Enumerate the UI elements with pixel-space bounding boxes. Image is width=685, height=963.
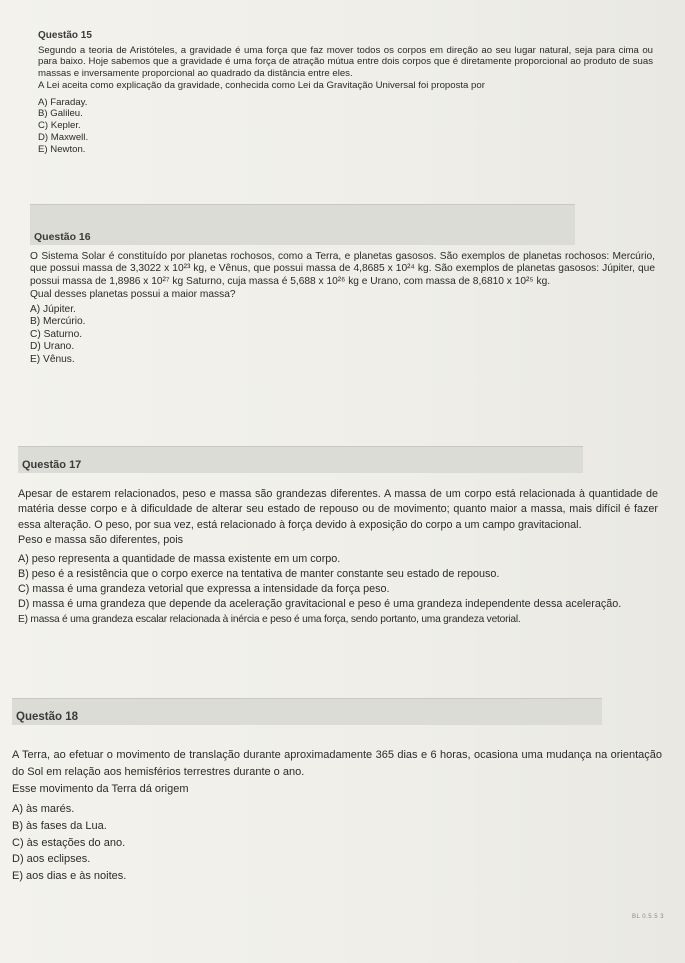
- question-18-prompt: Esse movimento da Terra dá origem: [12, 782, 189, 795]
- option-c[interactable]: C) às estações do ano.: [12, 836, 126, 849]
- option-d[interactable]: D) Maxwell.: [38, 132, 89, 144]
- question-16-text: O Sistema Solar é constituído por planetas rochosos, como a Terra, e planetas gasosos. São exemplos de planetas rochosos: Mercúrio, que possui massa de 3,3022 x 10²³ kg, e Vênus, que possui massa de 4,8685 x 10²⁴ kg. São exemplos de planetas gasosos: Júpiter, que possui massa de 1,8986 x 10²⁷ kg Saturno, cuja massa é 5,688 x 10²⁶ kg e Urano, com massa de 8,6810 x 10²⁵ kg.: [30, 251, 655, 287]
- question-18-text: A Terra, ao efetuar o movimento de translação durante aproximadamente 365 dias e 6 horas, ocasiona uma mudança na orientação do Sol em relação aos hemisférios terrestres durante o ano.: [12, 749, 662, 778]
- option-a[interactable]: A) às marés.: [12, 803, 75, 816]
- option-a[interactable]: A) Júpiter.: [30, 303, 76, 315]
- question-16-prompt: Qual desses planetas possui a maior massa?: [30, 289, 236, 301]
- option-d[interactable]: D) massa é uma grandeza que depende da aceleração gravitacional e peso é uma grandeza independente dessa aceleração.: [18, 598, 622, 611]
- option-e[interactable]: E) aos dias e às noites.: [12, 869, 127, 882]
- question-16: [30, 204, 655, 367]
- question-17-prompt: Peso e massa são diferentes, pois: [18, 534, 184, 547]
- question-15-options: [38, 97, 653, 156]
- option-c[interactable]: C) Kepler.: [38, 120, 81, 132]
- question-18-title: Questão 18: [12, 698, 602, 725]
- option-b[interactable]: B) peso é a resistência que o corpo exerce na tentativa de manter constante seu estado de repouso.: [18, 567, 500, 580]
- option-d[interactable]: D) aos eclipses.: [12, 853, 91, 866]
- question-15: [38, 30, 653, 156]
- option-d[interactable]: D) Urano.: [30, 341, 75, 353]
- question-17-text: Apesar de estarem relacionados, peso e massa são grandezas diferentes. A massa de um corpo está relacionada à quantidade de matéria desse corpo e à dificuldade de alterar seu estado de repouso ou de movimento; quanto maior a massa, mais difícil é fazer essa alteração. O peso, por sua vez, está relacionado à força devido à exposição do corpo a um campo gravitacional.: [18, 488, 658, 531]
- question-17-options: [18, 552, 658, 628]
- question-17: [18, 446, 658, 628]
- option-b[interactable]: B) Galileu.: [38, 108, 83, 120]
- option-e[interactable]: E) Newton.: [38, 143, 86, 155]
- question-16-title: Questão 16: [30, 204, 575, 245]
- question-15-text: Segundo a teoria de Aristóteles, a gravidade é uma força que faz mover todos os corpos em direção ao seu lugar natural, seja para cima ou para baixo. Hoje sabemos que a gravidade é uma força de atração mútua entre dois corpos que é diretamente proporcional ao produto de suas massas e inversamente proporcional ao quadrado da distância entre eles.: [38, 45, 653, 79]
- question-15-title: Questão 15: [38, 30, 92, 41]
- question-18-options: [12, 801, 662, 884]
- option-a[interactable]: A) Faraday.: [38, 96, 88, 108]
- option-c[interactable]: C) Saturno.: [30, 328, 83, 340]
- footer-mark: BL 0.5.5 3: [632, 914, 665, 920]
- option-c[interactable]: C) massa é uma grandeza vetorial que expressa a intensidade da força peso.: [18, 583, 390, 596]
- option-e[interactable]: E) massa é uma grandeza escalar relacionada à inércia e peso é uma força, sendo portanto, uma grandeza vetorial.: [18, 614, 521, 626]
- question-16-options: [30, 304, 655, 367]
- option-b[interactable]: B) Mercúrio.: [30, 316, 86, 328]
- question-18: [12, 698, 662, 884]
- question-17-title: Questão 17: [18, 446, 583, 473]
- option-e[interactable]: E) Vênus.: [30, 354, 75, 365]
- option-b[interactable]: B) às fases da Lua.: [12, 819, 107, 832]
- option-a[interactable]: A) peso representa a quantidade de massa existente em um corpo.: [18, 552, 341, 565]
- question-15-prompt: A Lei aceita como explicação da gravidade, conhecida como Lei da Gravitação Universal foi proposta por: [38, 80, 485, 92]
